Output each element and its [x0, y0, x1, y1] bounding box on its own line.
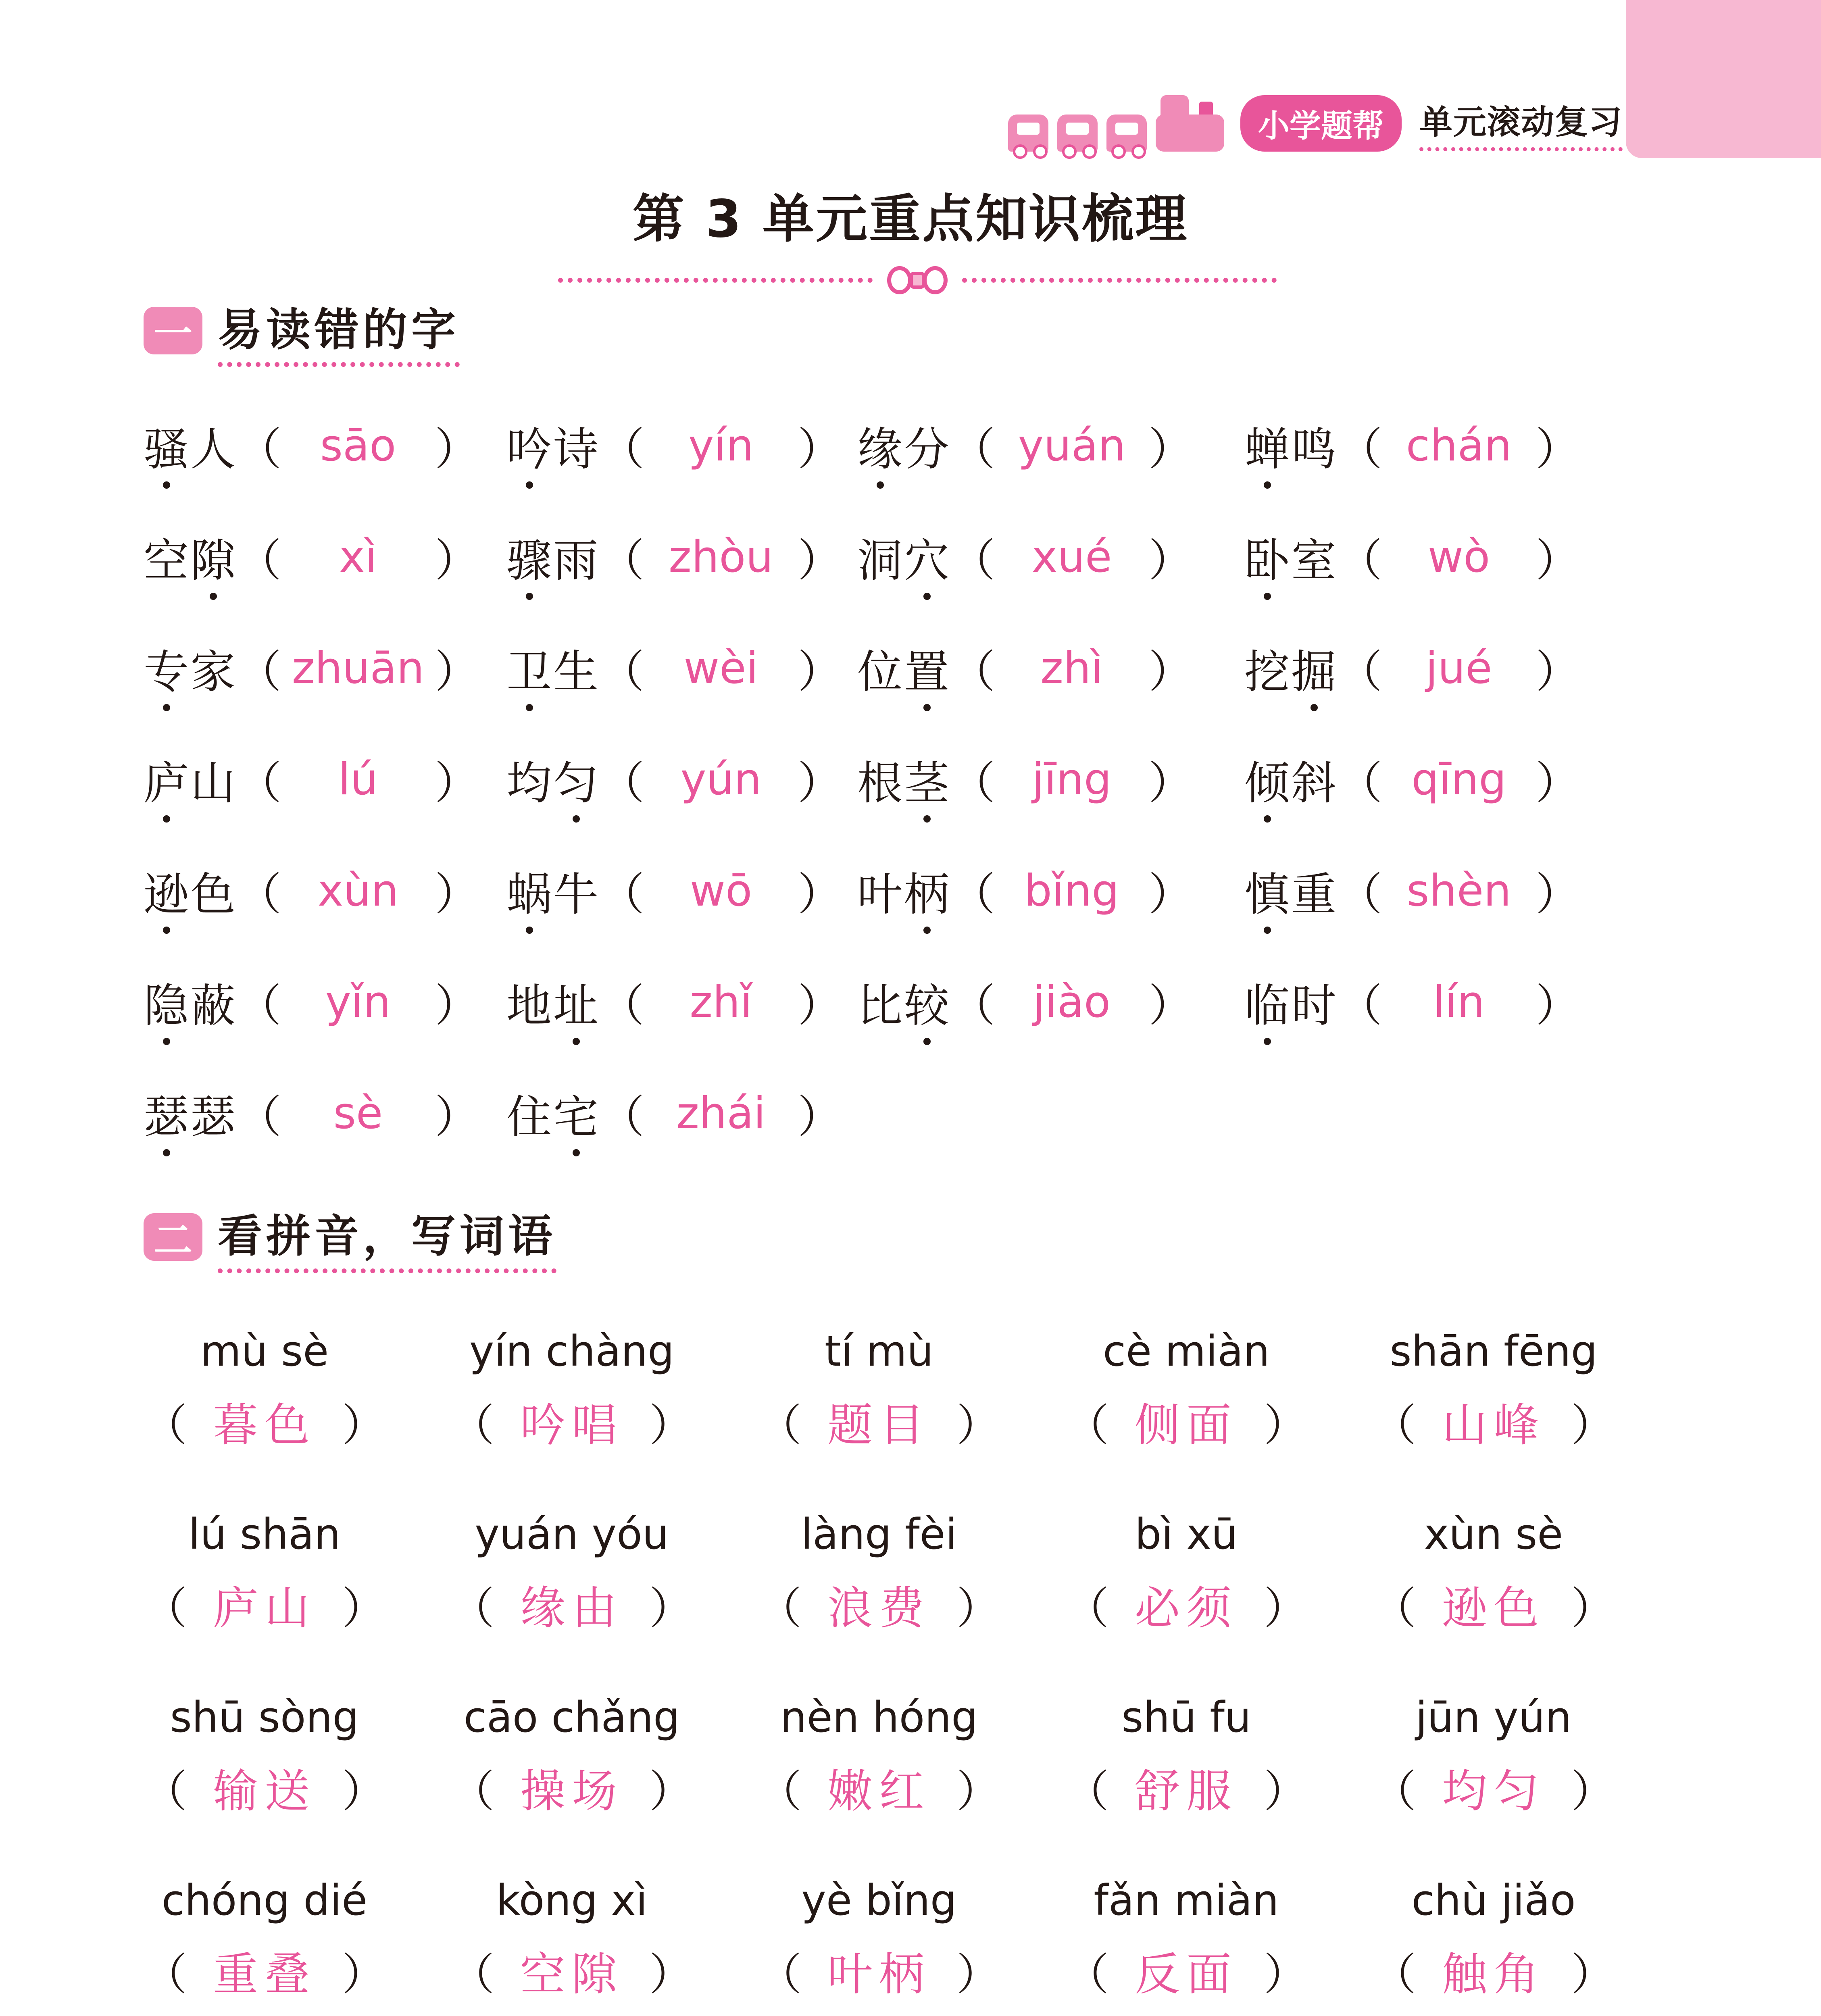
paren-close: ）	[798, 535, 842, 586]
paren-close: ）	[1148, 535, 1193, 586]
paren-open: （	[600, 980, 644, 1031]
answer-word: 庐山	[213, 1582, 316, 1635]
char-item	[506, 634, 842, 702]
char-pinyin: lú	[338, 754, 378, 805]
answer-word: 缘由	[520, 1582, 623, 1635]
paren-open: （	[237, 980, 281, 1031]
char-pinyin: qīng	[1411, 754, 1506, 805]
emphasis-dot	[163, 1149, 170, 1156]
paren-close: ）	[1263, 1949, 1307, 2000]
answer-word: 反面	[1135, 1948, 1238, 2001]
paren-close: ）	[956, 1949, 1000, 2000]
char-pinyin: yín	[688, 420, 754, 471]
emphasis-dot	[163, 1038, 170, 1045]
char-pinyin: bǐng	[1024, 865, 1119, 916]
char-word: 缘分	[857, 413, 951, 478]
char-pinyin: yǐn	[325, 977, 391, 1027]
char-item	[857, 634, 1193, 702]
char-item	[144, 634, 479, 702]
paren-open: （	[758, 1583, 802, 1634]
paren-close: ）	[1536, 868, 1580, 920]
char-item	[1244, 745, 1580, 814]
answer-box	[144, 1574, 385, 1635]
emphasis-dot	[1264, 593, 1271, 600]
char-item	[1244, 968, 1580, 1036]
char-pinyin: zhòu	[669, 531, 773, 582]
emphasis-dot	[877, 481, 884, 489]
emphasis-dot	[573, 1149, 580, 1156]
char-word: 庐山	[144, 747, 237, 812]
emphasis-dot	[526, 593, 533, 600]
char-word: 洞穴	[857, 525, 951, 589]
paren-open: （	[600, 1091, 644, 1143]
char-item	[144, 411, 479, 480]
char-word: 卫生	[506, 636, 600, 701]
paren-close: ）	[1571, 1949, 1615, 2000]
pinyin-prompt: yuán yóu	[475, 1510, 669, 1559]
paren-open: （	[237, 757, 281, 809]
char-pinyin: jiào	[1033, 977, 1111, 1027]
paren-open: （	[600, 757, 644, 809]
pinyin-prompt: làng fèi	[801, 1510, 957, 1559]
answer-box	[451, 1391, 693, 1452]
pinyin-word-item	[144, 1327, 385, 1460]
pinyin-prompt: lú shān	[188, 1510, 341, 1559]
pinyin-word-item	[451, 1693, 693, 1826]
pinyin-prompt: jūn yún	[1415, 1693, 1572, 1742]
paren-close: ）	[1148, 980, 1193, 1031]
char-pinyin: wèi	[683, 643, 758, 694]
char-item	[857, 968, 1193, 1036]
char-item	[506, 1079, 842, 1148]
char-item	[144, 968, 479, 1036]
pinyin-word-item	[451, 1510, 693, 1643]
paren-close: ）	[1536, 535, 1580, 586]
char-pinyin: zhuān	[292, 643, 425, 694]
emphasis-dot	[163, 815, 170, 823]
paren-open: （	[1338, 646, 1382, 698]
emphasis-dot	[923, 1038, 931, 1045]
answer-box	[758, 1391, 1000, 1452]
paren-close: ）	[798, 1091, 842, 1143]
paren-close: ）	[435, 535, 479, 586]
answer-word: 侧面	[1135, 1399, 1238, 1452]
paren-close: ）	[1148, 868, 1193, 920]
answer-box	[758, 1757, 1000, 1818]
answer-box	[1065, 1574, 1307, 1635]
paren-open: （	[758, 1400, 802, 1451]
answer-word: 空隙	[520, 1948, 623, 2001]
emphasis-dot	[526, 704, 533, 711]
pinyin-word-item	[1065, 1327, 1307, 1460]
paren-close: ）	[956, 1583, 1000, 1634]
emphasis-dot	[526, 927, 533, 934]
char-item	[1244, 411, 1580, 480]
paren-close: ）	[435, 423, 479, 475]
answer-box	[758, 1574, 1000, 1635]
paren-close: ）	[1536, 423, 1580, 475]
paren-open: （	[600, 646, 644, 698]
answer-word: 山峰	[1442, 1399, 1545, 1452]
paren-open: （	[951, 757, 995, 809]
char-pinyin: chán	[1406, 420, 1512, 471]
paren-close: ）	[435, 757, 479, 809]
answer-word: 嫩红	[827, 1765, 931, 1818]
paren-close: ）	[956, 1400, 1000, 1451]
paren-open: （	[144, 1583, 188, 1634]
answer-word: 输送	[213, 1765, 316, 1818]
paren-close: ）	[1263, 1400, 1307, 1451]
paren-open: （	[451, 1583, 495, 1634]
paren-open: （	[1373, 1949, 1417, 2000]
paren-close: ）	[342, 1400, 385, 1451]
char-item	[506, 968, 842, 1036]
answer-box	[758, 1940, 1000, 2001]
paren-open: （	[600, 868, 644, 920]
char-item	[144, 1079, 479, 1148]
header-title: 单元滚动复习	[1419, 96, 1623, 151]
emphasis-dot	[163, 927, 170, 934]
char-pinyin: jīng	[1032, 754, 1112, 805]
bow-icon	[887, 262, 948, 298]
pinyin-prompt: xùn sè	[1424, 1510, 1563, 1559]
char-word: 临时	[1244, 970, 1338, 1035]
paren-open: （	[237, 646, 281, 698]
answer-box	[144, 1757, 385, 1818]
paren-close: ）	[798, 423, 842, 475]
corner-tab	[1626, 0, 1821, 158]
char-item	[857, 411, 1193, 480]
char-word: 倾斜	[1244, 747, 1338, 812]
char-item	[506, 523, 842, 591]
char-pinyin: xùn	[317, 865, 399, 916]
answer-word: 题目	[827, 1399, 931, 1452]
answer-box	[144, 1940, 385, 2001]
emphasis-dot	[1264, 927, 1271, 934]
pinyin-word-item	[1373, 1327, 1615, 1460]
emphasis-dot	[573, 815, 580, 823]
pinyin-prompt: kòng xì	[496, 1876, 648, 1925]
char-item	[144, 745, 479, 814]
paren-close: ）	[435, 980, 479, 1031]
paren-open: （	[144, 1949, 188, 2000]
paren-close: ）	[342, 1949, 385, 2000]
pinyin-prompt: shū fu	[1121, 1693, 1251, 1742]
paren-close: ）	[956, 1766, 1000, 1817]
char-pinyin: zhǐ	[690, 977, 752, 1027]
pinyin-prompt: mù sè	[200, 1327, 329, 1376]
pinyin-word-item	[758, 1327, 1000, 1460]
paren-close: ）	[1571, 1766, 1615, 1817]
pinyin-word-item	[758, 1693, 1000, 1826]
paren-close: ）	[1263, 1766, 1307, 1817]
emphasis-dot	[526, 481, 533, 489]
char-item	[1244, 634, 1580, 702]
paren-close: ）	[1571, 1400, 1615, 1451]
emphasis-dot	[923, 815, 931, 823]
paren-open: （	[237, 423, 281, 475]
paren-close: ）	[342, 1583, 385, 1634]
char-word: 地址	[506, 970, 600, 1035]
paren-close: ）	[1263, 1583, 1307, 1634]
pinyin-word-item	[451, 1876, 693, 2009]
paren-close: ）	[649, 1583, 693, 1634]
paren-open: （	[951, 868, 995, 920]
paren-open: （	[237, 868, 281, 920]
char-word: 比较	[857, 970, 951, 1035]
pinyin-word-item	[758, 1510, 1000, 1643]
pinyin-prompt: cè miàn	[1102, 1327, 1270, 1376]
char-item	[144, 856, 479, 925]
char-word: 位置	[857, 636, 951, 701]
char-pinyin: jué	[1425, 643, 1492, 694]
paren-open: （	[1373, 1766, 1417, 1817]
char-word: 瑟瑟	[144, 1081, 237, 1146]
char-item	[506, 856, 842, 925]
section-2-number: 二	[144, 1213, 202, 1261]
paren-close: ）	[798, 980, 842, 1031]
paren-open: （	[951, 980, 995, 1031]
paren-open: （	[1338, 980, 1382, 1031]
char-word: 隐蔽	[144, 970, 237, 1035]
char-item	[1244, 523, 1580, 591]
section-1-number: 一	[144, 307, 202, 354]
answer-word: 舒服	[1135, 1765, 1238, 1818]
answer-box	[1373, 1757, 1615, 1818]
char-pinyin: yún	[680, 754, 762, 805]
char-item	[857, 856, 1193, 925]
char-item	[506, 411, 842, 480]
char-pinyin: sè	[333, 1088, 383, 1139]
char-word: 骚人	[144, 413, 237, 478]
answer-word: 必须	[1135, 1582, 1238, 1635]
char-word: 逊色	[144, 858, 237, 923]
pinyin-word-item	[451, 1327, 693, 1460]
pinyin-word-item	[1373, 1693, 1615, 1826]
paren-close: ）	[649, 1400, 693, 1451]
paren-open: （	[600, 535, 644, 586]
paren-open: （	[1065, 1400, 1109, 1451]
char-word: 吟诗	[506, 413, 600, 478]
section-1-heading	[144, 294, 460, 367]
char-word: 蝉鸣	[1244, 413, 1338, 478]
paren-close: ）	[1536, 757, 1580, 809]
paren-close: ）	[798, 868, 842, 920]
paren-open: （	[237, 535, 281, 586]
pinyin-prompt: shān fēng	[1390, 1327, 1598, 1376]
paren-close: ）	[798, 646, 842, 698]
char-word: 专家	[144, 636, 237, 701]
paren-close: ）	[342, 1766, 385, 1817]
char-pinyin: sāo	[320, 420, 396, 471]
header-badge: 小学题帮	[1240, 95, 1402, 152]
page-title: 第 3 单元重点知识梳理	[632, 189, 1189, 249]
paren-close: ）	[1571, 1583, 1615, 1634]
pinyin-prompt: bì xū	[1135, 1510, 1238, 1559]
char-item	[857, 523, 1193, 591]
paren-close: ）	[435, 868, 479, 920]
pinyin-word-item	[758, 1876, 1000, 2009]
paren-open: （	[451, 1766, 495, 1817]
pinyin-word-item	[144, 1510, 385, 1643]
answer-box	[144, 1391, 385, 1452]
paren-open: （	[951, 423, 995, 475]
paren-open: （	[451, 1400, 495, 1451]
answer-box	[451, 1574, 693, 1635]
answer-box	[1065, 1757, 1307, 1818]
paren-open: （	[1065, 1583, 1109, 1634]
char-word: 根茎	[857, 747, 951, 812]
char-word: 均匀	[506, 747, 600, 812]
emphasis-dot	[573, 1038, 580, 1045]
char-pinyin: xì	[339, 531, 377, 582]
emphasis-dot	[923, 927, 931, 934]
paren-close: ）	[649, 1766, 693, 1817]
paren-close: ）	[1536, 980, 1580, 1031]
paren-open: （	[1338, 868, 1382, 920]
char-word: 慎重	[1244, 858, 1338, 923]
answer-word: 浪费	[827, 1582, 931, 1635]
answer-box	[1065, 1940, 1307, 2001]
paren-open: （	[237, 1091, 281, 1143]
char-word: 卧室	[1244, 525, 1338, 589]
pinyin-prompt: tí mù	[825, 1327, 933, 1376]
title-ornament	[548, 258, 1286, 302]
paren-close: ）	[1536, 646, 1580, 698]
char-item	[857, 745, 1193, 814]
char-pinyin: wō	[690, 865, 752, 916]
paren-open: （	[758, 1949, 802, 2000]
paren-close: ）	[1148, 646, 1193, 698]
answer-word: 触角	[1442, 1948, 1545, 2001]
pinyin-prompt: cāo chǎng	[463, 1693, 680, 1742]
char-item	[506, 745, 842, 814]
answer-word: 吟唱	[520, 1399, 623, 1452]
paren-open: （	[1338, 757, 1382, 809]
pinyin-prompt: shū sòng	[170, 1693, 359, 1742]
pinyin-word-item	[1065, 1693, 1307, 1826]
pinyin-word-item	[1065, 1876, 1307, 2009]
answer-box	[1373, 1940, 1615, 2001]
pinyin-prompt: yín chàng	[469, 1327, 675, 1376]
emphasis-dot	[1264, 481, 1271, 489]
char-word: 挖掘	[1244, 636, 1338, 701]
answer-word: 叶柄	[827, 1948, 931, 2001]
char-pinyin: wò	[1427, 531, 1490, 582]
train-icon	[1008, 95, 1224, 152]
char-word: 叶柄	[857, 858, 951, 923]
pinyin-word-item	[1373, 1510, 1615, 1643]
section-2-label: 看拼音，写词语	[218, 1201, 556, 1273]
page-header	[1008, 95, 1623, 152]
paren-open: （	[144, 1400, 188, 1451]
paren-close: ）	[435, 1091, 479, 1143]
emphasis-dot	[1264, 815, 1271, 823]
paren-close: ）	[798, 757, 842, 809]
paren-open: （	[1338, 423, 1382, 475]
pinyin-prompt: fǎn miàn	[1094, 1876, 1279, 1925]
pinyin-prompt: chóng dié	[161, 1876, 368, 1925]
char-item	[1244, 856, 1580, 925]
answer-word: 均匀	[1442, 1765, 1545, 1818]
answer-box	[451, 1757, 693, 1818]
paren-open: （	[1065, 1949, 1109, 2000]
paren-close: ）	[435, 646, 479, 698]
section-2-heading	[144, 1201, 556, 1273]
answer-box	[1065, 1391, 1307, 1452]
section-1-label: 易读错的字	[218, 294, 460, 367]
paren-open: （	[600, 423, 644, 475]
char-pinyin: shèn	[1406, 865, 1511, 916]
pinyin-word-item	[1065, 1510, 1307, 1643]
emphasis-dot	[923, 593, 931, 600]
paren-open: （	[758, 1766, 802, 1817]
char-word: 骤雨	[506, 525, 600, 589]
paren-open: （	[1338, 535, 1382, 586]
answer-word: 暮色	[213, 1399, 316, 1452]
char-item	[144, 523, 479, 591]
pinyin-word-item	[1373, 1876, 1615, 2009]
answer-word: 逊色	[1442, 1582, 1545, 1635]
char-pinyin: xué	[1031, 531, 1112, 582]
answer-box	[1373, 1574, 1615, 1635]
paren-open: （	[1065, 1766, 1109, 1817]
paren-close: ）	[1148, 757, 1193, 809]
answer-word: 重叠	[213, 1948, 316, 2001]
pinyin-prompt: nèn hóng	[780, 1693, 978, 1742]
emphasis-dot	[163, 481, 170, 489]
answer-box	[451, 1940, 693, 2001]
pinyin-word-item	[144, 1693, 385, 1826]
answer-word: 操场	[520, 1765, 623, 1818]
paren-open: （	[144, 1766, 188, 1817]
emphasis-dot	[1264, 1038, 1271, 1045]
paren-open: （	[1373, 1400, 1417, 1451]
pinyin-prompt: yè bǐng	[801, 1876, 957, 1925]
char-word: 住宅	[506, 1081, 600, 1146]
paren-open: （	[1373, 1583, 1417, 1634]
char-pinyin: zhái	[676, 1088, 766, 1139]
emphasis-dot	[923, 704, 931, 711]
emphasis-dot	[163, 704, 170, 711]
char-pinyin: yuán	[1018, 420, 1126, 471]
paren-open: （	[951, 535, 995, 586]
paren-close: ）	[1148, 423, 1193, 475]
paren-open: （	[451, 1949, 495, 2000]
emphasis-dot	[210, 593, 217, 600]
pinyin-prompt: chù jiǎo	[1411, 1876, 1576, 1925]
paren-open: （	[951, 646, 995, 698]
char-word: 蜗牛	[506, 858, 600, 923]
answer-box	[1373, 1391, 1615, 1452]
char-pinyin: lín	[1433, 977, 1485, 1027]
paren-close: ）	[649, 1949, 693, 2000]
emphasis-dot	[1311, 704, 1318, 711]
pinyin-word-item	[144, 1876, 385, 2009]
char-pinyin: zhì	[1040, 643, 1103, 694]
char-word: 空隙	[144, 525, 237, 589]
